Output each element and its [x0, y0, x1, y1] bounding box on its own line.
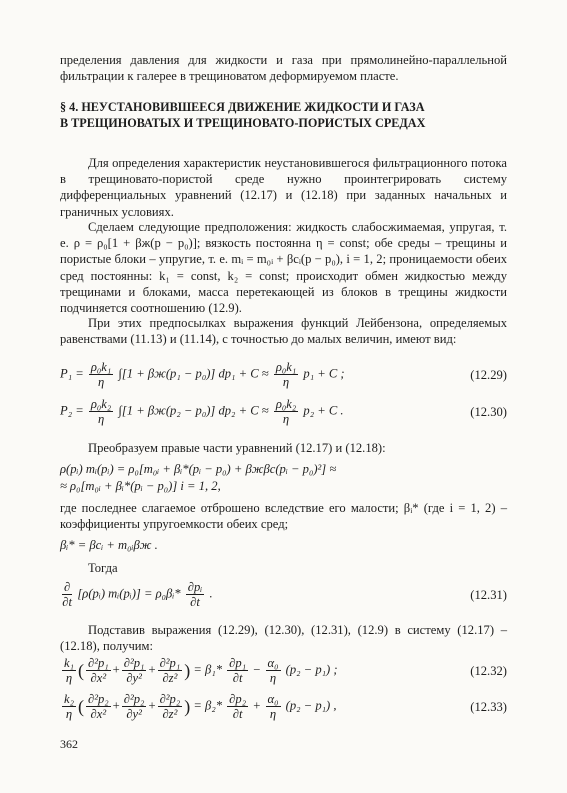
eq4-rhs: = β₁*: [193, 662, 223, 677]
eq5-b-den: ∂y²: [126, 707, 142, 721]
eq4-alpha: [266, 656, 281, 685]
eq2-num: ρ₀k₂: [90, 397, 112, 411]
transform-line-1: ρ(pᵢ) mᵢ(pᵢ) = ρ₀[m₀ᵢ + βᵢ*(pᵢ − p₀) + βжβc(pᵢ − p₀)²] ≈: [60, 462, 337, 476]
eq4-t: [227, 656, 248, 685]
eq5-a-num: ∂²p₂: [87, 692, 109, 706]
equation-number: (12.33): [470, 700, 507, 714]
eq5-rhs: = β₂*: [193, 698, 223, 713]
eq4-c: [158, 656, 183, 685]
eq5-c-den: ∂z²: [162, 707, 178, 721]
eq4-a-den: ∂x²: [90, 671, 107, 685]
eq1-lhs: P₁ =: [60, 366, 84, 381]
paragraph-6: Подставив выражения (12.29), (12.30), (12.31), (12.9) в систему (12.17) – (12.18), получим:: [60, 623, 507, 654]
eq3-num: ∂pᵢ: [187, 580, 203, 594]
eq4-b-den: ∂y²: [126, 671, 142, 685]
eq5-k-frac: [62, 692, 76, 721]
paragraph-4: Преобразуем правые части уравнений (12.17) и (12.18):: [88, 441, 386, 455]
section-title-line1: § 4. НЕУСТАНОВИВШЕЕСЯ ДВИЖЕНИЕ ЖИДКОСТИ И ГАЗА: [60, 100, 425, 114]
eq5-alpha-den: η: [269, 707, 277, 721]
eq5-b: [122, 692, 147, 721]
eq1-num2: ρ₀k₁: [275, 360, 297, 374]
eq5-c-num: ∂²p₂: [159, 692, 181, 706]
eq4-tail: (p₂ − p₁) ;: [285, 662, 338, 677]
eq3-den: ∂t: [190, 595, 200, 609]
eq5-t: [227, 692, 248, 721]
section-title-line2: В ТРЕЩИНОВАТЫХ И ТРЕЩИНОВАТО-ПОРИСТЫХ СРЕДАХ: [60, 116, 426, 130]
eq4-c-num: ∂²p₁: [159, 656, 181, 670]
eq4-k: k₁: [64, 656, 74, 670]
eq1-tail: p₁ + C ;: [303, 366, 345, 381]
eq3-frac: [186, 580, 205, 609]
eq5-k: k₂: [64, 692, 74, 706]
eq1-frac: [89, 360, 113, 389]
eq5-sign: +: [253, 698, 261, 713]
eq2-frac: [89, 397, 113, 426]
eq2-integral: ∫[1 + βж(p₂ − p₀)] dp₂ + C ≈: [118, 403, 269, 418]
eq1-den: η: [97, 375, 105, 389]
eq2-tail: p₂ + C .: [303, 403, 344, 418]
intro-text: пределения давления для жидкости и газа при прямолинейно-параллельной фильтрации к галерее в трещиноватом деформируемом пласте.: [60, 53, 507, 84]
eq4-a-num: ∂²p₁: [87, 656, 109, 670]
beta-definition: βᵢ* = βcᵢ + m₀ᵢβж .: [60, 538, 158, 552]
eq4-t-num: ∂p₁: [229, 656, 247, 670]
eq1-frac2: [274, 360, 298, 389]
eq5-tail: (p₂ − p₁) ,: [285, 698, 337, 713]
eq3-mid: [ρ(pᵢ) mᵢ(pᵢ)] = ρ₀βᵢ*: [77, 586, 181, 601]
equation-number: (12.29): [470, 368, 507, 382]
page-number: 362: [60, 737, 78, 751]
eq1-num: ρ₀k₁: [90, 360, 112, 374]
eq2-num2: ρ₀k₂: [275, 397, 297, 411]
eq5-alpha-num: α₀: [267, 692, 279, 706]
eq3-lhs-den: ∂t: [62, 595, 72, 609]
eq3-tail: .: [209, 586, 213, 601]
eq5-t-den: ∂t: [232, 707, 243, 721]
equation-12-31: [60, 580, 507, 610]
eq1-integral: ∫[1 + βж(p₁ − p₀)] dp₁ + C ≈: [118, 366, 269, 381]
eq4-t-den: ∂t: [232, 671, 243, 685]
paragraph-3: При этих предпосылках выражения функций Лейбензона, определяемых равенствами (11.13) и (11.14), с точностью до малых величин, имеют вид:: [60, 316, 507, 347]
paragraph-5: где последнее слагаемое отброшено вследствие его малости; βᵢ* (где i = 1, 2) – коэффициенты упругоемкости обеих сред;: [60, 501, 507, 532]
eq1-den2: η: [282, 375, 290, 389]
eq4-b-num: ∂²p₁: [123, 656, 145, 670]
eq4-c-den: ∂z²: [162, 671, 178, 685]
eq5-c: [158, 692, 183, 721]
eq2-lhs: P₂ =: [60, 403, 84, 418]
equation-12-32: $\frac{\text{k₁}}{\eta}$ ( $\frac{\text{∂²p₁}}{\text{∂x²}}$ + $\frac{\text{∂²p₁}}{\text{∂y²}}$ + $\frac{\text{∂²p₁}}{\text{∂z²}}$ ) = β₁* $\frac{\text{∂p₁}}{\partial t}$ − $\frac{\text{α₀}}{\eta}$ (p₂ − p₁) ; (12.32): [64, 656, 507, 685]
equation-12-33: $\frac{\text{k₂}}{\eta}$ ( $\frac{\text{∂²p₂}}{\text{∂x²}}$ + $\frac{\text{∂²p₂}}{\text{∂y²}}$ + $\frac{\text{∂²p₂}}{\text{∂z²}}$ ) = β₂* $\frac{\text{∂p₂}}{\partial t}$ + $\frac{\text{α₀}}{\eta}$ (p₂ − p₁) , (12.33): [64, 692, 507, 721]
eq5-a-den: ∂x²: [90, 707, 107, 721]
equation-number: (12.30): [470, 405, 507, 419]
eq3-lhs-num: ∂: [64, 580, 71, 594]
eq2-den: η: [97, 412, 105, 426]
eq3-lhs-frac: [62, 580, 72, 609]
equation-12-29: [60, 360, 507, 390]
eq5-eta: η: [65, 707, 73, 721]
eq4-eta: η: [65, 671, 73, 685]
togda-text: Тогда: [88, 561, 118, 575]
eq5-b-num: ∂²p₂: [123, 692, 145, 706]
eq4-a: [86, 656, 111, 685]
eq5-a: [86, 692, 111, 721]
transform-line-2: ≈ ρ₀[m₀ᵢ + βᵢ*(pᵢ − p₀)] i = 1, 2,: [60, 479, 221, 493]
eq4-alpha-den: η: [269, 671, 277, 685]
equation-12-30: [60, 397, 507, 427]
eq2-frac2: [274, 397, 298, 426]
eq5-alpha: [266, 692, 281, 721]
equation-number: (12.32): [470, 664, 507, 678]
eq4-b: [122, 656, 147, 685]
eq4-k-frac: [62, 656, 76, 685]
eq4-alpha-num: α₀: [267, 656, 279, 670]
equation-number: (12.31): [470, 588, 507, 602]
eq2-den2: η: [282, 412, 290, 426]
paragraph-2: Сделаем следующие предположения: жидкость слабосжимаемая, упругая, т. е. ρ = ρ₀[1 + βж(p − p₀)]; вязкость постоянна η = const; обе среды – трещины и пористые блоки – упругие, т. е. mᵢ = m₀ᵢ + βcᵢ(p − p₀), i = 1, 2; проницаемости обеих сред постоянны: k₁ = const, k₂ = const; происходит обмен жидкостью между трещинами и блоками, масса перетекающей из блоков в трещины жидкости подчиняется соотношению (12.9).: [60, 220, 507, 316]
paragraph-1: Для определения характеристик неустановившегося фильтрационного потока в трещиновато-пористой среде нужно проинтегрировать систему дифференциальных уравнений (12.17) и (12.18) при заданных начальных и граничных условиях.: [60, 156, 507, 219]
eq4-sign: −: [253, 662, 261, 677]
eq5-t-num: ∂p₂: [229, 692, 247, 706]
